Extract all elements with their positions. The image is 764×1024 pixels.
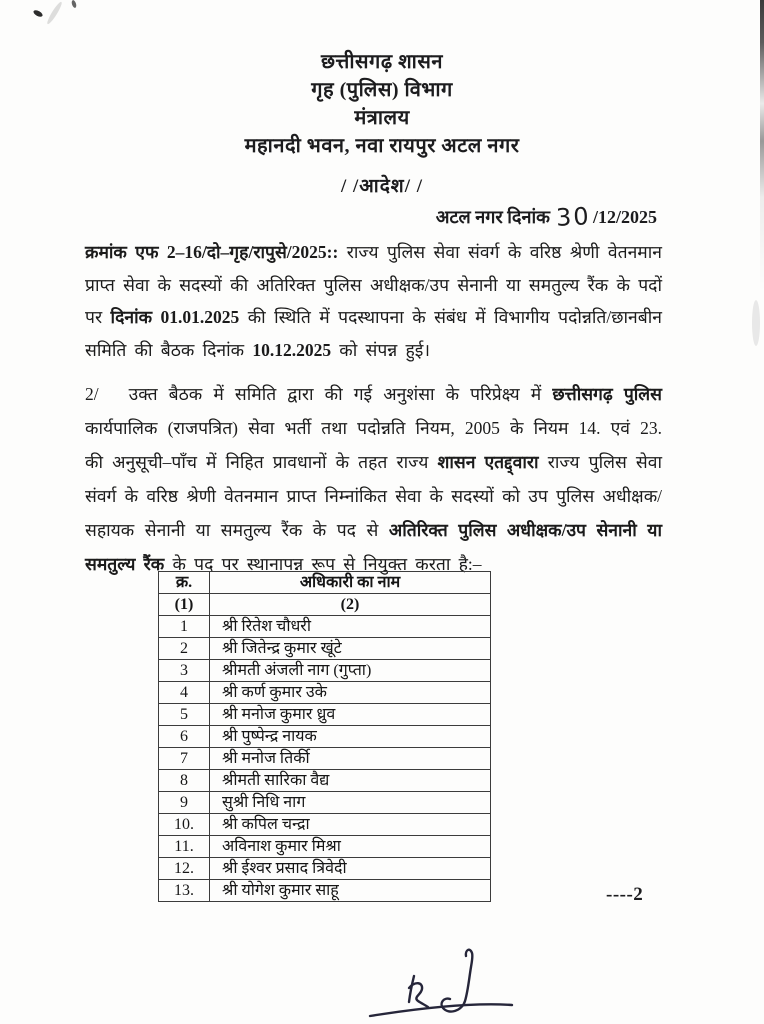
signature-underline	[370, 1004, 512, 1016]
table-row	[159, 682, 491, 704]
state-police-bold: छत्तीसगढ़ पुलिस	[552, 384, 663, 404]
government-hereby-bold: शासन एतद्द्वारा	[437, 452, 539, 472]
officer-name: श्री रितेश चौधरी	[210, 616, 491, 638]
order-title: / /आदेश/ /	[340, 176, 424, 197]
table-row	[159, 770, 491, 792]
table-row	[159, 638, 491, 660]
signature-initial-loop	[409, 983, 428, 1007]
effective-date: दिनांक 01.01.2025	[110, 307, 240, 327]
place-date-prefix: अटल नगर दिनांक	[435, 207, 550, 227]
place-date-line	[435, 201, 657, 232]
table-row	[159, 814, 491, 836]
table-row	[159, 616, 491, 638]
para1-text: की स्थिति में पदस्थापना के संबंध में विभागीय पदोन्नति/छानबीन समिति की बैठक दिनांक	[85, 307, 662, 360]
department-name: गृह (पुलिस) विभाग	[311, 79, 453, 101]
serial-number: 7	[159, 748, 210, 770]
table-row	[159, 726, 491, 748]
para1-text: को संपन्न हुई।	[331, 339, 430, 360]
column-header-officer-name: अधिकारी का नाम	[210, 572, 491, 594]
scan-smudge	[752, 300, 760, 346]
serial-number: 5	[159, 704, 210, 726]
serial-number: 13.	[159, 880, 210, 902]
para2-text: राज्य पुलिस सेवा संवर्ग के वरिष्ठ श्रेणी वेतनमान प्राप्त निम्नांकित सेवा के सदस्यों को उप पुलिस अधीक्षक/सहायक सेनानी या समतुल्य रैंक के पद से	[85, 452, 662, 540]
table-row	[159, 880, 491, 902]
table-row	[159, 704, 491, 726]
officer-name: सुश्री निधि नाग	[210, 792, 491, 814]
officer-name: श्री कर्ण कुमार उके	[210, 682, 491, 704]
serial-number: 1	[159, 616, 210, 638]
signature-flourish	[442, 950, 473, 1012]
handwritten-day: 30	[555, 202, 592, 232]
meeting-date: 10.12.2025	[252, 339, 332, 360]
letterhead	[0, 48, 764, 160]
officer-name: श्री मनोज तिर्की	[210, 748, 491, 770]
para1-text: राज्य पुलिस सेवा संवर्ग के वरिष्ठ श्रेणी वेतनमान प्राप्त सेवा के सदस्यों की अतिरिक्त पुलिस अधीक्षक/उप सेनानी या समतुल्य रैंक के पदों पर	[85, 242, 662, 327]
serial-number: 11.	[159, 836, 210, 858]
paragraph-appointment	[85, 377, 662, 581]
officer-name: श्री ईश्वर प्रसाद त्रिवेदी	[210, 858, 491, 880]
subheader-name: (2)	[210, 594, 491, 616]
para2-text: के पद पर स्थानापन्न रूप से नियुक्त करता है:–	[164, 554, 482, 574]
table-row	[159, 748, 491, 770]
printed-date: /12/2025	[592, 207, 657, 227]
para2-text: उक्त बैठक में समिति द्वारा की गई अनुशंसा के परिप्रेक्ष्य में	[128, 384, 553, 404]
scan-speck	[32, 9, 43, 18]
serial-number: 8	[159, 770, 210, 792]
scan-streak	[45, 1, 63, 26]
table-row	[159, 792, 491, 814]
file-number: क्रमांक एफ 2–16/दो–गृह/रापुसे/2025::	[85, 242, 339, 262]
page-continuation-marker: ----2	[606, 884, 644, 905]
handwritten-signature	[348, 930, 548, 1024]
paragraph-order-reference	[85, 236, 662, 366]
column-header-serial: क्र.	[159, 572, 210, 594]
table-header-row	[159, 572, 491, 594]
table-row	[159, 836, 491, 858]
table-row	[159, 660, 491, 682]
serial-number: 3	[159, 660, 210, 682]
officer-name: श्री कपिल चन्द्रा	[210, 814, 491, 836]
table-subheader-row	[159, 594, 491, 616]
serial-number: 4	[159, 682, 210, 704]
officer-name: श्रीमती सारिका वैद्य	[210, 770, 491, 792]
ministry-name: मंत्रालय	[354, 107, 410, 129]
scan-speck	[71, 0, 77, 8]
serial-number: 2	[159, 638, 210, 660]
subheader-serial: (1)	[159, 594, 210, 616]
promotion-post-bold: अतिरिक्त पुलिस अधीक्षक/उप सेनानी या समतुल्य रैंक	[85, 520, 662, 574]
officers-table	[158, 571, 491, 902]
serial-number: 10.	[159, 814, 210, 836]
table-row	[159, 858, 491, 880]
officer-name: श्री मनोज कुमार ध्रुव	[210, 704, 491, 726]
officer-name: श्री जितेन्द्र कुमार खूंटे	[210, 638, 491, 660]
officer-name: श्रीमती अंजली नाग (गुप्ता)	[210, 660, 491, 682]
officer-name: अविनाश कुमार मिश्रा	[210, 836, 491, 858]
paragraph-number: 2/	[85, 384, 99, 404]
officer-name: श्री योगेश कुमार साहू	[210, 880, 491, 902]
serial-number: 12.	[159, 858, 210, 880]
para2-text: कार्यपालिक (राजपत्रित) सेवा भर्ती तथा पदोन्नति नियम, 2005 के नियम 14. एवं 23. की अनुसूची–पाँच में निहित प्रावधानों के तहत राज्य	[85, 418, 662, 472]
government-name: छत्तीसगढ़ शासन	[321, 51, 443, 73]
signature-initial-stroke	[409, 976, 414, 1002]
serial-number: 9	[159, 792, 210, 814]
serial-number: 6	[159, 726, 210, 748]
address-line: महानदी भवन, नवा रायपुर अटल नगर	[244, 135, 520, 157]
officer-name: श्री पुष्पेन्द्र नायक	[210, 726, 491, 748]
